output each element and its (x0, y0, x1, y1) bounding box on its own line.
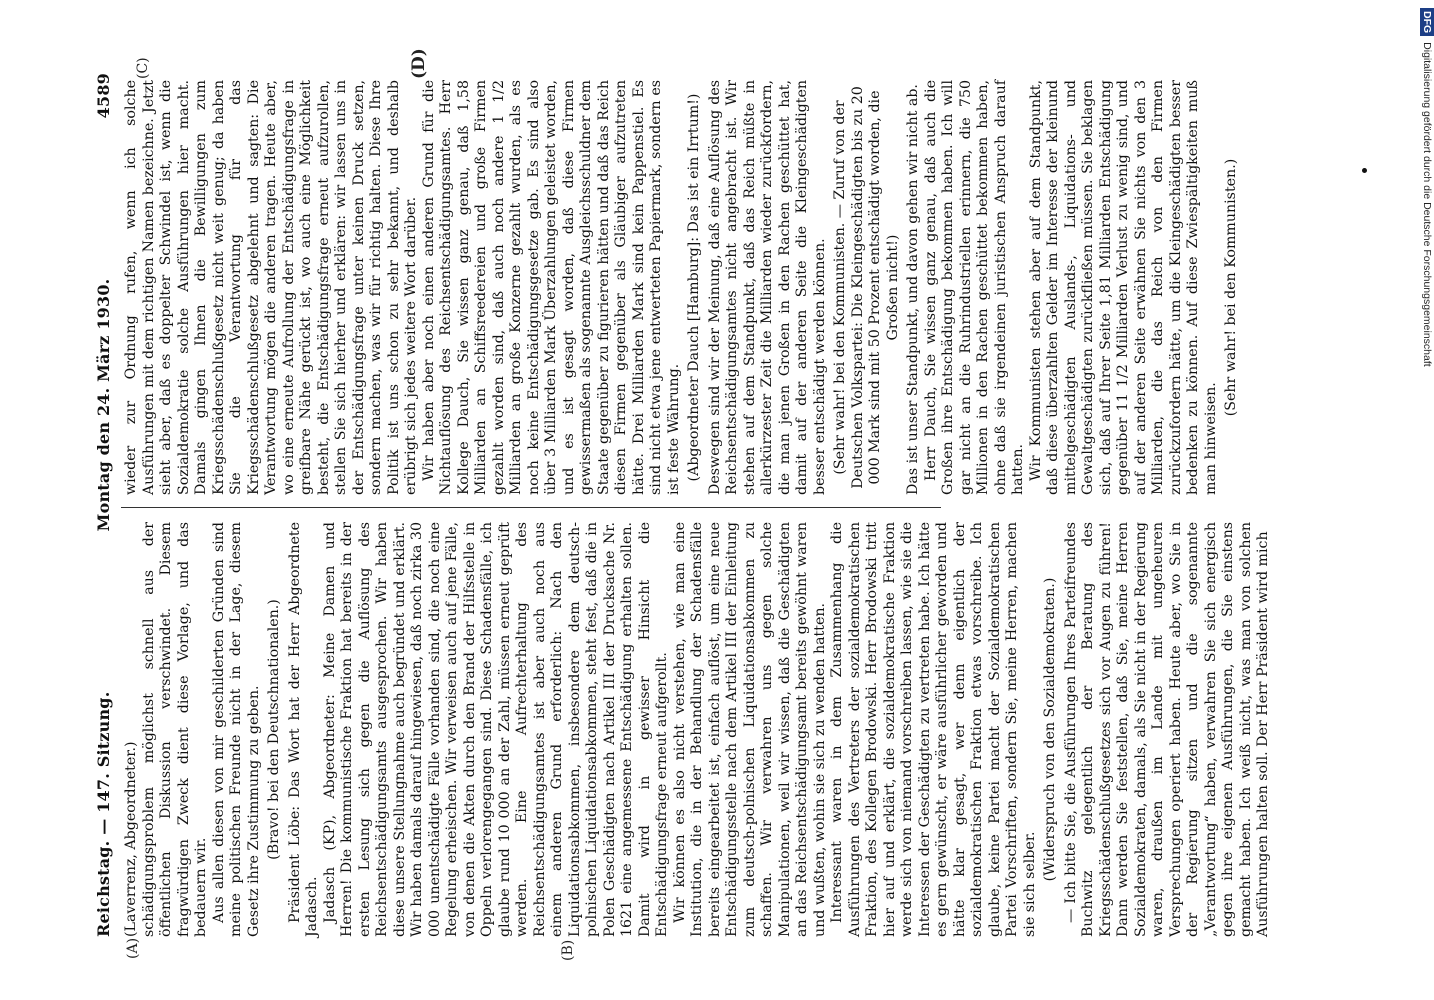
page-header (95, 73, 117, 937)
margin-marker-c: (C) (135, 57, 151, 79)
left-column (123, 522, 1273, 937)
funding-credit (1418, 8, 1434, 998)
speck-mark (1362, 168, 1367, 173)
credit-text: Digitalisierung gefördert durch die Deutsche Forschungsgemeinschaft (1421, 42, 1433, 367)
paragraph: schädigungsproblem möglichst schnell aus der öffentlichen Diskussion verschwindet. Diesem fragwürdigen Zweck dient diese Vorlage, und das bedauern wir. (140, 522, 209, 937)
paragraph: — Ich bitte Sie, die Ausführungen Ihres Parteifreundes Buchwitz gelegentlich der Beratung des Kriegsschädenschlußgesetzes sich vor Augen zu führen! Dann werden Sie feststellen, daß Sie, meine Herren Sozialdemokraten, damals, als Sie nicht in der Regierung waren, draußen im Lande mit ungeheuren Versprechungen operiert haben. Heute aber, wo Sie in der Regierung sitzen und die sogenannte „Verantwortung“ haben, verwahren Sie sich energisch gegen ihre eigenen Ausführungen, die Sie einstens gemacht haben. Ich weiß nicht, was man von solchen Ausführungen halten soll. Der Herr Präsident wird mich (1062, 522, 1271, 937)
header-date: Montag den 24. März 1930. (94, 278, 113, 532)
dfg-logo: DFG (1420, 8, 1434, 36)
margin-marker-b: (B) (560, 939, 576, 961)
paragraph: Deswegen sind wir der Meinung, daß eine Auflösung des Reichsentschädigungsamtes nicht angebracht ist. Wir stehen auf dem Standpunkt, daß das Reich müßte in allerkürzester Zeit die Milliarden wieder zurückfordern, die man jenen Großen in den Rachen geschüttet hat, damit auf der anderen Seite die Kleingeschädigten besser entschädigt werden können. (706, 80, 828, 495)
header-left: Reichstag. — 147. Sitzung. (94, 691, 113, 937)
paragraph: Das ist unser Standpunkt, und davon gehen wir nicht ab. (905, 84, 921, 495)
paragraph: Wir Kommunisten stehen aber auf dem Standpunkt, daß diese überzahlten Gelder im Interesse der kleinund mittelgeschädigten Auslands-, Liquidations- und Gewaltgeschädigten zurückfließen müssen. Sie beklagen sich, daß auf Ihrer Seite 1,81 Milliarden Entschädigung gegenüber 11 1/2 Milliarden Verlust zu wenig sind, und auf der anderen Seite erwähnen Sie nichts von den 3 Milliarden, die das Reich von den Firmen zurückzufordern hätte, um die Kleingeschädigten besser bedenken zu können. Auf diese Zwiespältigkeiten muß man hinweisen. (1027, 80, 1219, 495)
paragraph: (Sehr wahr! bei den Kommunisten. — Zuruf von der Deutschen Volkspartei: Die Kleingeschädigten bis zu 20 000 Mark sind mit 50 Prozent entschädigt worden, die Großen nicht!) (832, 86, 901, 489)
paragraph: Herr Dauch, Sie wissen ganz genau, daß auch die Großen ihre Entschädigung bekommen haben. Ich will gar nicht an die Ruhrindustriellen erinnern, die 750 Millionen in den Rachen geschüttet bekommen haben, ohne daß sie irgendeinen juristischen Anspruch darauf hatten. (922, 80, 1026, 495)
paragraph: Wir können es also nicht verstehen, wie man eine Institution, die in der Behandlung der Schadensfälle bereits eingearbeitet ist, einfach auflöst, um eine neue Entschädigungsstelle nach dem Artikel III der Einleitung zum deutsch-polnischen Liquidationsabkommen zu schaffen. Wir verwahren uns gegen solche Manipulationen, weil wir wissen, daß die Geschädigten an das Reichsentschädigungsamt bereits gewöhnt waren und wußten, wohin sie sich zu wenden hatten. (671, 522, 828, 937)
paragraph: Jadasch (KP), Abgeordneter: Meine Damen und Herren! Die kommunistische Fraktion hat bereits in der ersten Lesung sich gegen die Auflösung des Reichsentschädigungsamts ausgesprochen. Wir haben diese unsere Stellungnahme auch begründet und erklärt. Wir haben damals darauf hingewiesen, daß noch zirka 30 000 unentschädigte Fälle vorhanden sind, die noch eine Regelung erheischen. Wir verweisen auch auf jene Fälle, von denen die Akten durch den Brand der Hilfsstelle in Oppeln verlorengegangen sind. Diese Schadensfälle, ich glaube rund 10 000 an der Zahl, müssen erneut geprüft werden. Eine Aufrechterhaltung des Reichsentschädigungsamtes ist aber auch noch aus einem anderen Grund erforderlich: Nach den Liquidationsabkommen, insbesondere dem deutsch-polnischen Liquidationsabkommen, steht fest, daß die in Polen Geschädigten nach Artikel III der Drucksache Nr. 1621 eine angemessene Entschädigung erhalten sollen. Damit wird in gewisser Hinsicht die Entschädigungsfrage erneut aufgerollt. (321, 522, 670, 937)
paragraph: (Widerspruch von den Sozialdemokraten.) (1042, 577, 1058, 882)
right-column (123, 80, 1244, 495)
paragraph: wieder zur Ordnung rufen, wenn ich solche Ausführungen mit dem richtigen Namen bezeichne. Jetzt sieht aber, daß es doppelter Schwindel ist, wenn die Sozialdemokratie solche Ausführungen hier macht. Damals gingen Ihnen die Bewilligungen zum Kriegsschädenschlußgesetz nicht weit genug; da haben Sie die Verantwortung für das Kriegsschädenschlußgesetz abgelehnt und sagten: Die Verantwortung mögen die anderen tragen. Heute aber, wo eine erneute Aufrollung der Entschädigungsfrage in greifbare Nähe gerückt ist, wo auch eine Möglichkeit besteht, die Entschädigungsfrage erneut aufzurollen, stellen Sie sich hierher und erklären: wir lassen uns in der Entschädigungsfrage unter keinen Druck setzen, sondern machen, was wir für richtig halten. Diese Ihre Politik ist uns schon zu sehr bekannt, und deshalb erübrigt sich jedes weitere Wort darüber. (123, 80, 419, 495)
margin-marker-a: (A) (125, 937, 141, 959)
paragraph: Präsident Löbe: Das Wort hat der Herr Abgeordnete Jadasch. (286, 522, 320, 937)
paragraph: Wir haben aber noch einen anderen Grund für die Nichtauflösung des Reichsentschädigungsamtes. Herr Kollege Dauch, Sie wissen ganz genau, daß 1,58 Milliarden an Schiffsreedereien und große Firmen gezahlt worden sind, daß auch noch andere 1 1/2 Milliarden an große Konzerne gezahlt wurden, als es noch keine Entschädigungsgesetze gab. Es sind also über 3 Milliarden Mark Überzahlungen geleistet worden, und es ist gesagt worden, daß diese Firmen gewissermaßen als sogenannte Ausgleichsschuldner dem Staate gegenüber zu figurieren hätten und daß das Reich diesen Firmen gegenüber als Gläubiger aufzutreten hätte. Drei Milliarden Mark sind kein Pappenstiel. Es sind nicht etwa jene entwerteten Papiermark, sondern es ist feste Währung. (420, 80, 682, 495)
page-number: 4589 (94, 73, 113, 119)
paragraph: (Sehr wahr! bei den Kommunisten.) (1223, 158, 1239, 417)
paragraph: (Abgeordneter Dauch [Hamburg]: Das ist ein Irrtum!) (686, 93, 702, 482)
paragraph: Interessant waren in dem Zusammenhang die Ausführungen des Vertreters der sozialdemokratischen Fraktion, des Kollegen Brodowski. Herr Brodowski tritt hier auf und erklärt, die sozialdemokratische Fraktion werde sich von niemand vorschreiben lassen, wie sie die Interessen der Geschädigten zu vertreten habe. Ich hätte es gern gewünscht, er wäre ausführlicher geworden und hätte klar gesagt, wer denn eigentlich der sozialdemokratischen Fraktion etwas vorschreibe. Ich glaube, keine Partei macht der Sozialdemokratischen Partei Vorschriften, sondern Sie, meine Herren, machen sie sich selber. (829, 522, 1038, 937)
paragraph: Aus allen diesen von mir geschilderten Gründen sind meine politischen Freunde nicht in der Lage, diesem Gesetz ihre Zustimmung zu geben. (210, 522, 262, 937)
paragraph: (Bravo! bei den Deutschnationalen.) (266, 599, 282, 860)
margin-marker-d: (D) (409, 48, 429, 79)
paragraph: (Laverrenz, Abgeordneter.) (123, 741, 139, 937)
column-divider (121, 507, 941, 508)
rotated-document-page (94, 48, 1315, 961)
